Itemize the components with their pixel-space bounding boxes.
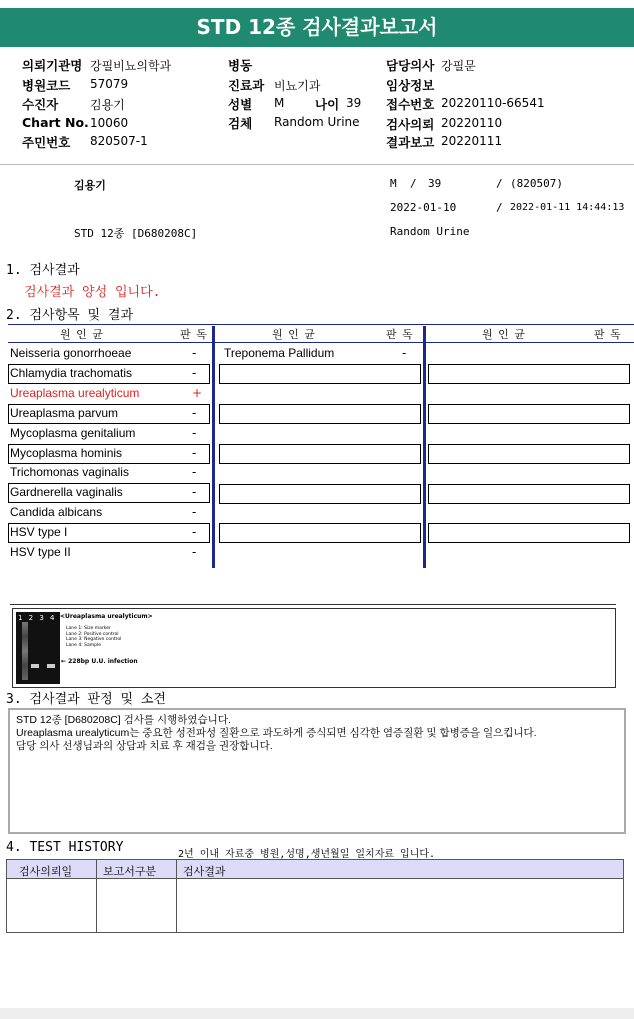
verdict-value: - (192, 505, 197, 520)
section-4-title: 4. TEST HISTORY (6, 840, 124, 855)
empty-result-box (219, 523, 421, 543)
gel-panel (12, 608, 616, 688)
empty-result-box (219, 364, 421, 384)
section-3-title: 3. 검사결과 판정 및 소견 (6, 692, 166, 707)
gel-band-label: ← 228bp U.U. infection (61, 658, 138, 665)
label-org: 의뢰기관명 (22, 58, 83, 73)
label-chart: Chart No. (22, 115, 89, 130)
verdict-value: + (192, 385, 203, 400)
verdict-value: - (192, 525, 197, 540)
gel-legend-item: Lane 3: Negative control (66, 637, 122, 642)
code-value: 57079 (90, 77, 129, 91)
history-header-row (7, 860, 623, 879)
header-divider (0, 164, 634, 165)
opinion-line: 담당 의사 선생님과의 상담과 치료 후 재검을 권장합니다. (16, 740, 273, 752)
label-requested: 검사의뢰 (386, 117, 435, 132)
label-age: 나이 (315, 97, 340, 112)
organism-name: Candida albicans (10, 505, 103, 520)
doctor-value: 강필문 (441, 59, 476, 73)
label-clinical: 임상정보 (386, 78, 435, 93)
request-date: 2022-01-10 (390, 201, 457, 214)
empty-result-box (428, 523, 630, 543)
col-header-verdict: 판 독 (594, 328, 622, 341)
label-reception: 접수번호 (386, 97, 435, 112)
reported-value: 20220111 (441, 134, 503, 148)
organism-name: Chlamydia trachomatis (10, 365, 133, 380)
verdict-value: - (192, 545, 197, 559)
col-header-organism: 원 인 균 (272, 328, 316, 341)
label-collector: 수진자 (22, 97, 59, 112)
row-box (8, 364, 210, 384)
verdict-value: - (192, 425, 197, 440)
empty-result-box (428, 444, 630, 464)
slash: / (496, 201, 503, 214)
gel-top-line (10, 604, 616, 605)
organism-name: HSV type II (10, 545, 71, 559)
label-ward: 병동 (228, 58, 253, 73)
verdict-value: - (402, 346, 407, 360)
col-header-verdict: 판 독 (386, 328, 414, 341)
gel-lane-numbers: 1 2 3 4 (18, 614, 57, 622)
organism-name: Gardnerella vaginalis (10, 485, 123, 500)
patient-name: 김용기 (74, 179, 106, 192)
patient-birth: (820507) (510, 177, 563, 190)
history-table (6, 859, 624, 933)
history-col-request-date: 검사의뢰일 (19, 865, 73, 878)
gel-legend-item: Lane 4: Sample (66, 642, 101, 648)
gel-image (16, 612, 60, 684)
organism-name: Trichomonas vaginalis (10, 465, 129, 480)
patient-sex: M (390, 177, 397, 190)
history-col-report-type: 보고서구분 (103, 865, 157, 878)
empty-result-box (428, 484, 630, 504)
verdict-value: - (192, 465, 197, 480)
verdict-value: - (192, 365, 197, 380)
report-title: STD 12종 검사결과보고서 (0, 8, 634, 47)
dept-value: 비뇨기과 (274, 79, 321, 93)
label-doctor: 담당의사 (386, 58, 435, 73)
row-box (8, 444, 210, 464)
col-header-verdict: 판 독 (180, 328, 208, 341)
age-value: 39 (346, 96, 362, 110)
label-dept: 진료과 (228, 78, 265, 93)
patient-age: 39 (428, 177, 442, 190)
organism-name: Ureaplasma parvum (10, 405, 119, 420)
organism-name: HSV type I (10, 525, 68, 540)
chart-value: 10060 (90, 116, 129, 130)
reception-value: 20220110-66541 (441, 96, 545, 110)
label-sex: 성별 (228, 97, 253, 112)
organism-name: Mycoplasma genitalium (10, 425, 136, 440)
history-note: 2년 이내 자료중 병원,성명,생년월일 일치자료 입니다. (178, 849, 436, 860)
col-header-organism: 원 인 균 (482, 328, 526, 341)
gel-legend-item: Lane 2: Positive control (66, 631, 119, 637)
slash: / (496, 177, 503, 190)
requested-value: 20220110 (441, 116, 503, 130)
empty-result-box (219, 444, 421, 464)
organism-name: Neisseria gonorrhoeae (10, 346, 132, 360)
specimen-value: Random Urine (274, 115, 360, 129)
verdict-value: - (192, 405, 197, 420)
row-box (8, 404, 210, 424)
section-1-title: 1. 검사결과 (6, 263, 80, 278)
collector-value: 김용기 (90, 98, 125, 112)
column-divider (212, 326, 215, 568)
table-top-line (8, 324, 634, 325)
label-reported: 결과보고 (386, 135, 435, 150)
col-header-organism: 원 인 균 (60, 328, 104, 341)
specimen-type: Random Urine (390, 225, 470, 238)
empty-result-box (428, 364, 630, 384)
gel-legend-item: Lane 1: Size marker (66, 626, 111, 631)
label-code: 병원코드 (22, 78, 71, 93)
page-footer (0, 1008, 634, 1019)
empty-result-box (219, 484, 421, 504)
verdict-value: - (192, 485, 197, 500)
sex-value: M (274, 96, 285, 110)
empty-result-box (428, 404, 630, 424)
organism-name: Treponema Pallidum (224, 346, 335, 360)
gel-legend (66, 626, 121, 648)
verdict-value: - (192, 346, 197, 360)
slash: / (410, 177, 417, 190)
report-datetime: 2022-01-11 14:44:13 (510, 202, 625, 213)
jumin-value: 820507-1 (90, 134, 148, 148)
opinion-box (8, 708, 626, 834)
gel-title: <Ureaplasma urealyticum> (60, 613, 153, 620)
label-specimen: 검체 (228, 116, 253, 131)
test-name: STD 12종 [D680208C] (74, 227, 198, 240)
organism-name: Ureaplasma urealyticum (10, 385, 140, 400)
row-box (8, 523, 210, 543)
opinion-line: Ureaplasma urealyticum는 중요한 성전파성 질환으로 과도하게 증식되면 심각한 염증질환 및 합병증을 일으킵니다. (16, 727, 537, 739)
opinion-line: STD 12종 [D680208C] 검사를 시행하였습니다. (16, 714, 231, 726)
history-col-result: 검사결과 (183, 865, 226, 878)
positive-result: 검사결과 양성 입니다. (24, 285, 161, 300)
column-divider (423, 326, 426, 568)
section-2-title: 2. 검사항목 및 결과 (6, 308, 134, 323)
empty-result-box (219, 404, 421, 424)
org-value: 강필비뇨의학과 (90, 59, 172, 73)
row-box (8, 483, 210, 503)
label-jumin: 주민번호 (22, 135, 71, 150)
organism-name: Mycoplasma hominis (10, 445, 123, 460)
table-header-line (8, 342, 634, 343)
verdict-value: - (192, 445, 197, 460)
